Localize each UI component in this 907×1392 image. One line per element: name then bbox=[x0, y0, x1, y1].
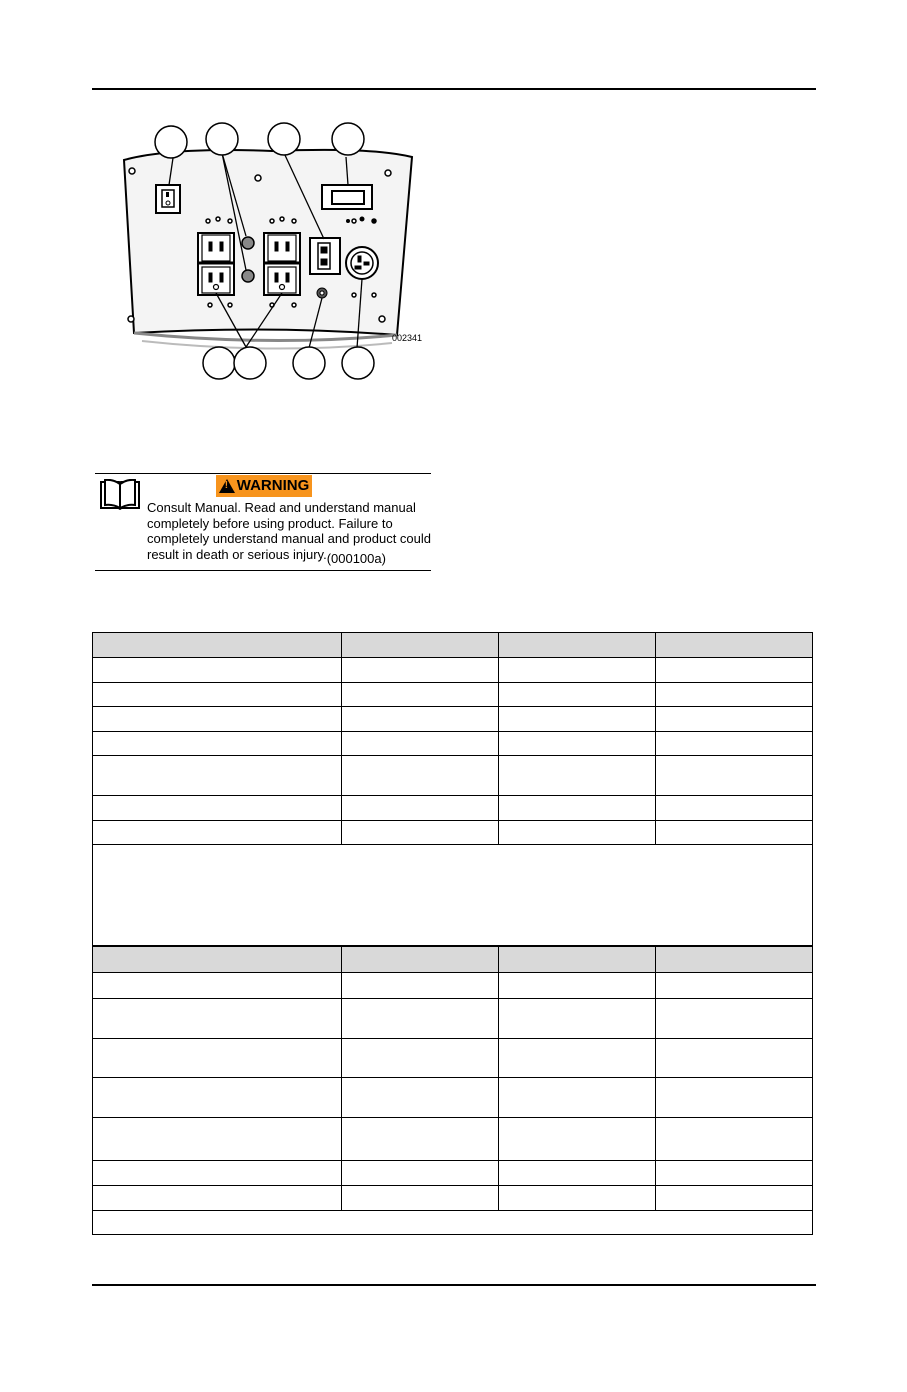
table-cell bbox=[499, 973, 656, 999]
table-cell bbox=[656, 1039, 813, 1078]
table-cell bbox=[93, 732, 342, 756]
table-cell bbox=[656, 756, 813, 796]
table-cell bbox=[656, 658, 813, 683]
table-cell bbox=[499, 999, 656, 1039]
warning-callout bbox=[95, 473, 431, 571]
table-header-row bbox=[93, 633, 813, 658]
warning-label bbox=[216, 475, 312, 497]
table-cell bbox=[499, 658, 656, 683]
table-cell bbox=[93, 1039, 342, 1078]
table-row bbox=[93, 1118, 813, 1161]
table-cell bbox=[342, 1186, 499, 1211]
table-cell bbox=[499, 1118, 656, 1161]
table-cell bbox=[342, 683, 499, 707]
table-row bbox=[93, 683, 813, 707]
table-note-row bbox=[93, 845, 813, 946]
table-row bbox=[93, 732, 813, 756]
table-row bbox=[93, 1161, 813, 1186]
table-cell bbox=[93, 1186, 342, 1211]
table-cell bbox=[93, 1078, 342, 1118]
table-row bbox=[93, 999, 813, 1039]
table-cell bbox=[342, 973, 499, 999]
usb-outlet-icon bbox=[310, 238, 340, 274]
table-header-row bbox=[93, 947, 813, 973]
table-header-cell bbox=[656, 947, 813, 973]
main-breaker-icon bbox=[156, 185, 180, 213]
spec-table-2 bbox=[92, 946, 813, 1235]
table-row bbox=[93, 1039, 813, 1078]
spec-table-1 bbox=[92, 632, 813, 946]
table-cell bbox=[93, 683, 342, 707]
table-cell bbox=[342, 1118, 499, 1161]
table-cell bbox=[656, 999, 813, 1039]
table-cell bbox=[342, 821, 499, 845]
control-panel-illustration bbox=[112, 115, 442, 385]
table-cell bbox=[93, 756, 342, 796]
header-rule bbox=[92, 88, 816, 90]
table-cell bbox=[656, 973, 813, 999]
table-row bbox=[93, 756, 813, 796]
table-row bbox=[93, 821, 813, 845]
figure-code: 002341 bbox=[392, 333, 423, 343]
table-cell bbox=[342, 1161, 499, 1186]
table-cell bbox=[656, 1118, 813, 1161]
table-row bbox=[93, 973, 813, 999]
table-row bbox=[93, 796, 813, 821]
table-cell bbox=[93, 1161, 342, 1186]
ground-lug-icon bbox=[317, 288, 327, 298]
table-cell bbox=[499, 1161, 656, 1186]
warning-message bbox=[147, 500, 432, 566]
table-cell bbox=[499, 707, 656, 732]
table-cell bbox=[656, 707, 813, 732]
table-cell bbox=[342, 756, 499, 796]
table-note bbox=[93, 1211, 813, 1235]
table-cell bbox=[499, 1039, 656, 1078]
table-cell bbox=[93, 973, 342, 999]
table-header-cell bbox=[93, 633, 342, 658]
table-cell bbox=[342, 1039, 499, 1078]
table-note-row bbox=[93, 1211, 813, 1235]
warning-code: (000100a) bbox=[326, 550, 386, 566]
table-cell bbox=[499, 821, 656, 845]
table-cell bbox=[342, 999, 499, 1039]
table-note bbox=[93, 845, 813, 946]
table-cell bbox=[656, 732, 813, 756]
warning-message-text: Consult Manual. Read and understand manual completely before using product. Failure to completely understand manual and product could result in death or serious injury. bbox=[147, 500, 432, 562]
footer-rule bbox=[92, 1284, 816, 1286]
table-cell bbox=[93, 796, 342, 821]
twist-lock-outlet-icon bbox=[346, 247, 378, 279]
table-row bbox=[93, 1078, 813, 1118]
control-panel-figure bbox=[112, 115, 442, 385]
hour-meter-icon bbox=[322, 185, 372, 209]
table-header-cell bbox=[342, 633, 499, 658]
warning-triangle-icon bbox=[219, 479, 235, 493]
table-cell bbox=[499, 1078, 656, 1118]
table-cell bbox=[656, 1078, 813, 1118]
table-cell bbox=[656, 796, 813, 821]
table-cell bbox=[499, 796, 656, 821]
table-cell bbox=[342, 732, 499, 756]
table-row bbox=[93, 707, 813, 732]
table-cell bbox=[656, 821, 813, 845]
table-cell bbox=[656, 683, 813, 707]
table-cell bbox=[342, 658, 499, 683]
table-header-cell bbox=[499, 633, 656, 658]
table-cell bbox=[656, 1161, 813, 1186]
table-header-cell bbox=[342, 947, 499, 973]
table-cell bbox=[342, 707, 499, 732]
warning-label-text: WARNING bbox=[236, 477, 310, 494]
table-cell bbox=[93, 821, 342, 845]
table-header-cell bbox=[499, 947, 656, 973]
consult-manual-book-icon bbox=[99, 479, 141, 511]
table-cell bbox=[499, 683, 656, 707]
table-cell bbox=[656, 1186, 813, 1211]
table-cell bbox=[499, 1186, 656, 1211]
table-cell bbox=[93, 999, 342, 1039]
table-cell bbox=[499, 756, 656, 796]
table-row bbox=[93, 1186, 813, 1211]
table-header-cell bbox=[656, 633, 813, 658]
table-cell bbox=[342, 796, 499, 821]
table-cell bbox=[93, 1118, 342, 1161]
table-cell bbox=[499, 732, 656, 756]
table-row bbox=[93, 658, 813, 683]
table-header-cell bbox=[93, 947, 342, 973]
table-cell bbox=[93, 707, 342, 732]
table-cell bbox=[93, 658, 342, 683]
table-cell bbox=[342, 1078, 499, 1118]
